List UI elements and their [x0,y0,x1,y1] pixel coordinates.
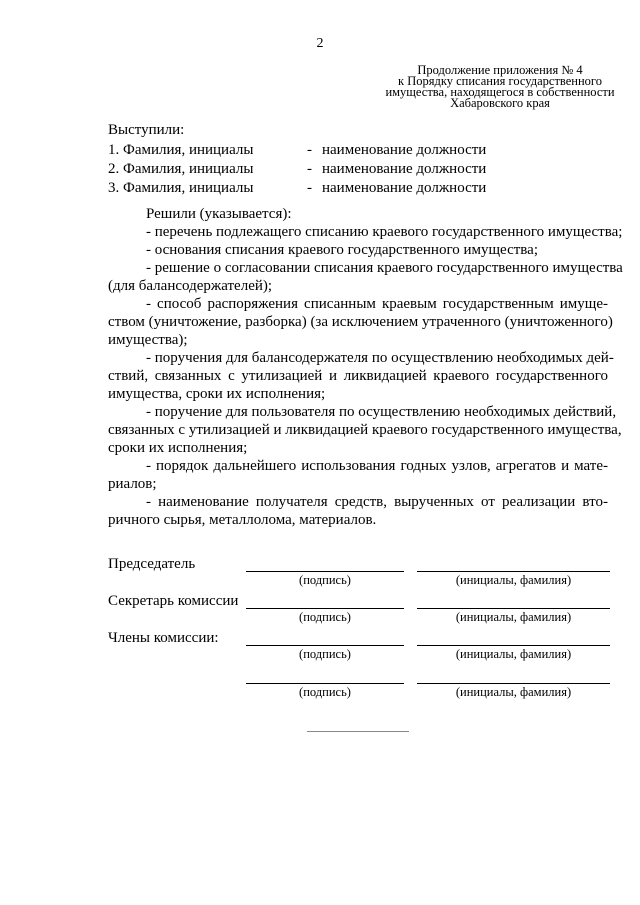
decision-line: - решение о согласовании списания краевого государственного имущества [146,260,623,276]
decision-line: ричного сырья, металлолома, материалов. [108,512,377,528]
decision-intro: Решили (указывается): [146,206,292,222]
speaker-name: 2. Фамилия, инициалы [108,161,254,177]
speaker-dash: - [307,142,312,158]
decision-line: - поручение для пользователя по осуществлению необходимых действий, [146,404,617,420]
signature-line [246,608,404,609]
name-caption: (инициалы, фамилия) [455,685,572,699]
signature-caption: (подпись) [299,610,351,624]
decision-line: связанных с утилизацией и ликвидацией краевого государственного имущества, [108,422,622,438]
decision-line: - наименование получателя средств, вырученных от реализации вто- [146,494,608,510]
name-caption: (инициалы, фамилия) [455,610,572,624]
name-caption: (инициалы, фамилия) [455,573,572,587]
speaker-name: 3. Фамилия, инициалы [108,180,254,196]
chairman-label: Председатель [108,556,196,572]
signature-caption: (подпись) [299,647,351,661]
speaker-position: наименование должности [322,161,487,177]
signature-line [246,571,404,572]
end-rule [307,731,409,732]
decision-line: ством (уничтожение, разборка) (за исключением утраченного (уничтоженного) [108,314,613,330]
header-line: Хабаровского края [450,96,550,110]
signature-line [246,645,404,646]
speaker-name: 1. Фамилия, инициалы [108,142,254,158]
name-line [417,571,610,572]
name-line [417,608,610,609]
header-line: к Порядку списания государственного [398,74,602,88]
decision-line: имущества); [108,332,188,348]
decision-line: - основания списания краевого государственного имущества; [146,242,539,258]
decision-line: - перечень подлежащего списанию краевого государственного имущества; [146,224,623,240]
decision-line: сроки их исполнения; [108,440,248,456]
speakers-title: Выступили: [108,122,185,138]
name-line [417,683,610,684]
decision-line: риалов; [108,476,157,492]
signature-caption: (подпись) [299,685,351,699]
header-line: Продолжение приложения № 4 [417,63,583,77]
name-line [417,645,610,646]
speaker-position: наименование должности [322,180,487,196]
signature-caption: (подпись) [299,573,351,587]
decision-line: - способ распоряжения списанным краевым государственным имуще- [146,296,608,312]
signature-line [246,683,404,684]
decision-block [108,205,623,529]
appendix-header [360,65,640,109]
speaker-dash: - [307,161,312,177]
header-line: имущества, находящегося в собственности [385,85,615,99]
decision-line: (для балансодержателей); [108,278,273,294]
secretary-label: Секретарь комиссии [108,593,239,609]
decision-line: ствий, связанных с утилизацией и ликвидацией краевого государственного [108,368,608,384]
decision-line: имущества, сроки их исполнения; [108,386,326,402]
speaker-position: наименование должности [322,142,487,158]
page-number: 2 [316,36,324,51]
decision-line: - порядок дальнейшего использования годных узлов, агрегатов и мате- [146,458,608,474]
speaker-dash: - [307,180,312,196]
decision-line: - поручения для балансодержателя по осуществлению необходимых дей- [146,350,614,366]
members-label: Члены комиссии: [108,630,219,646]
name-caption: (инициалы, фамилия) [455,647,572,661]
